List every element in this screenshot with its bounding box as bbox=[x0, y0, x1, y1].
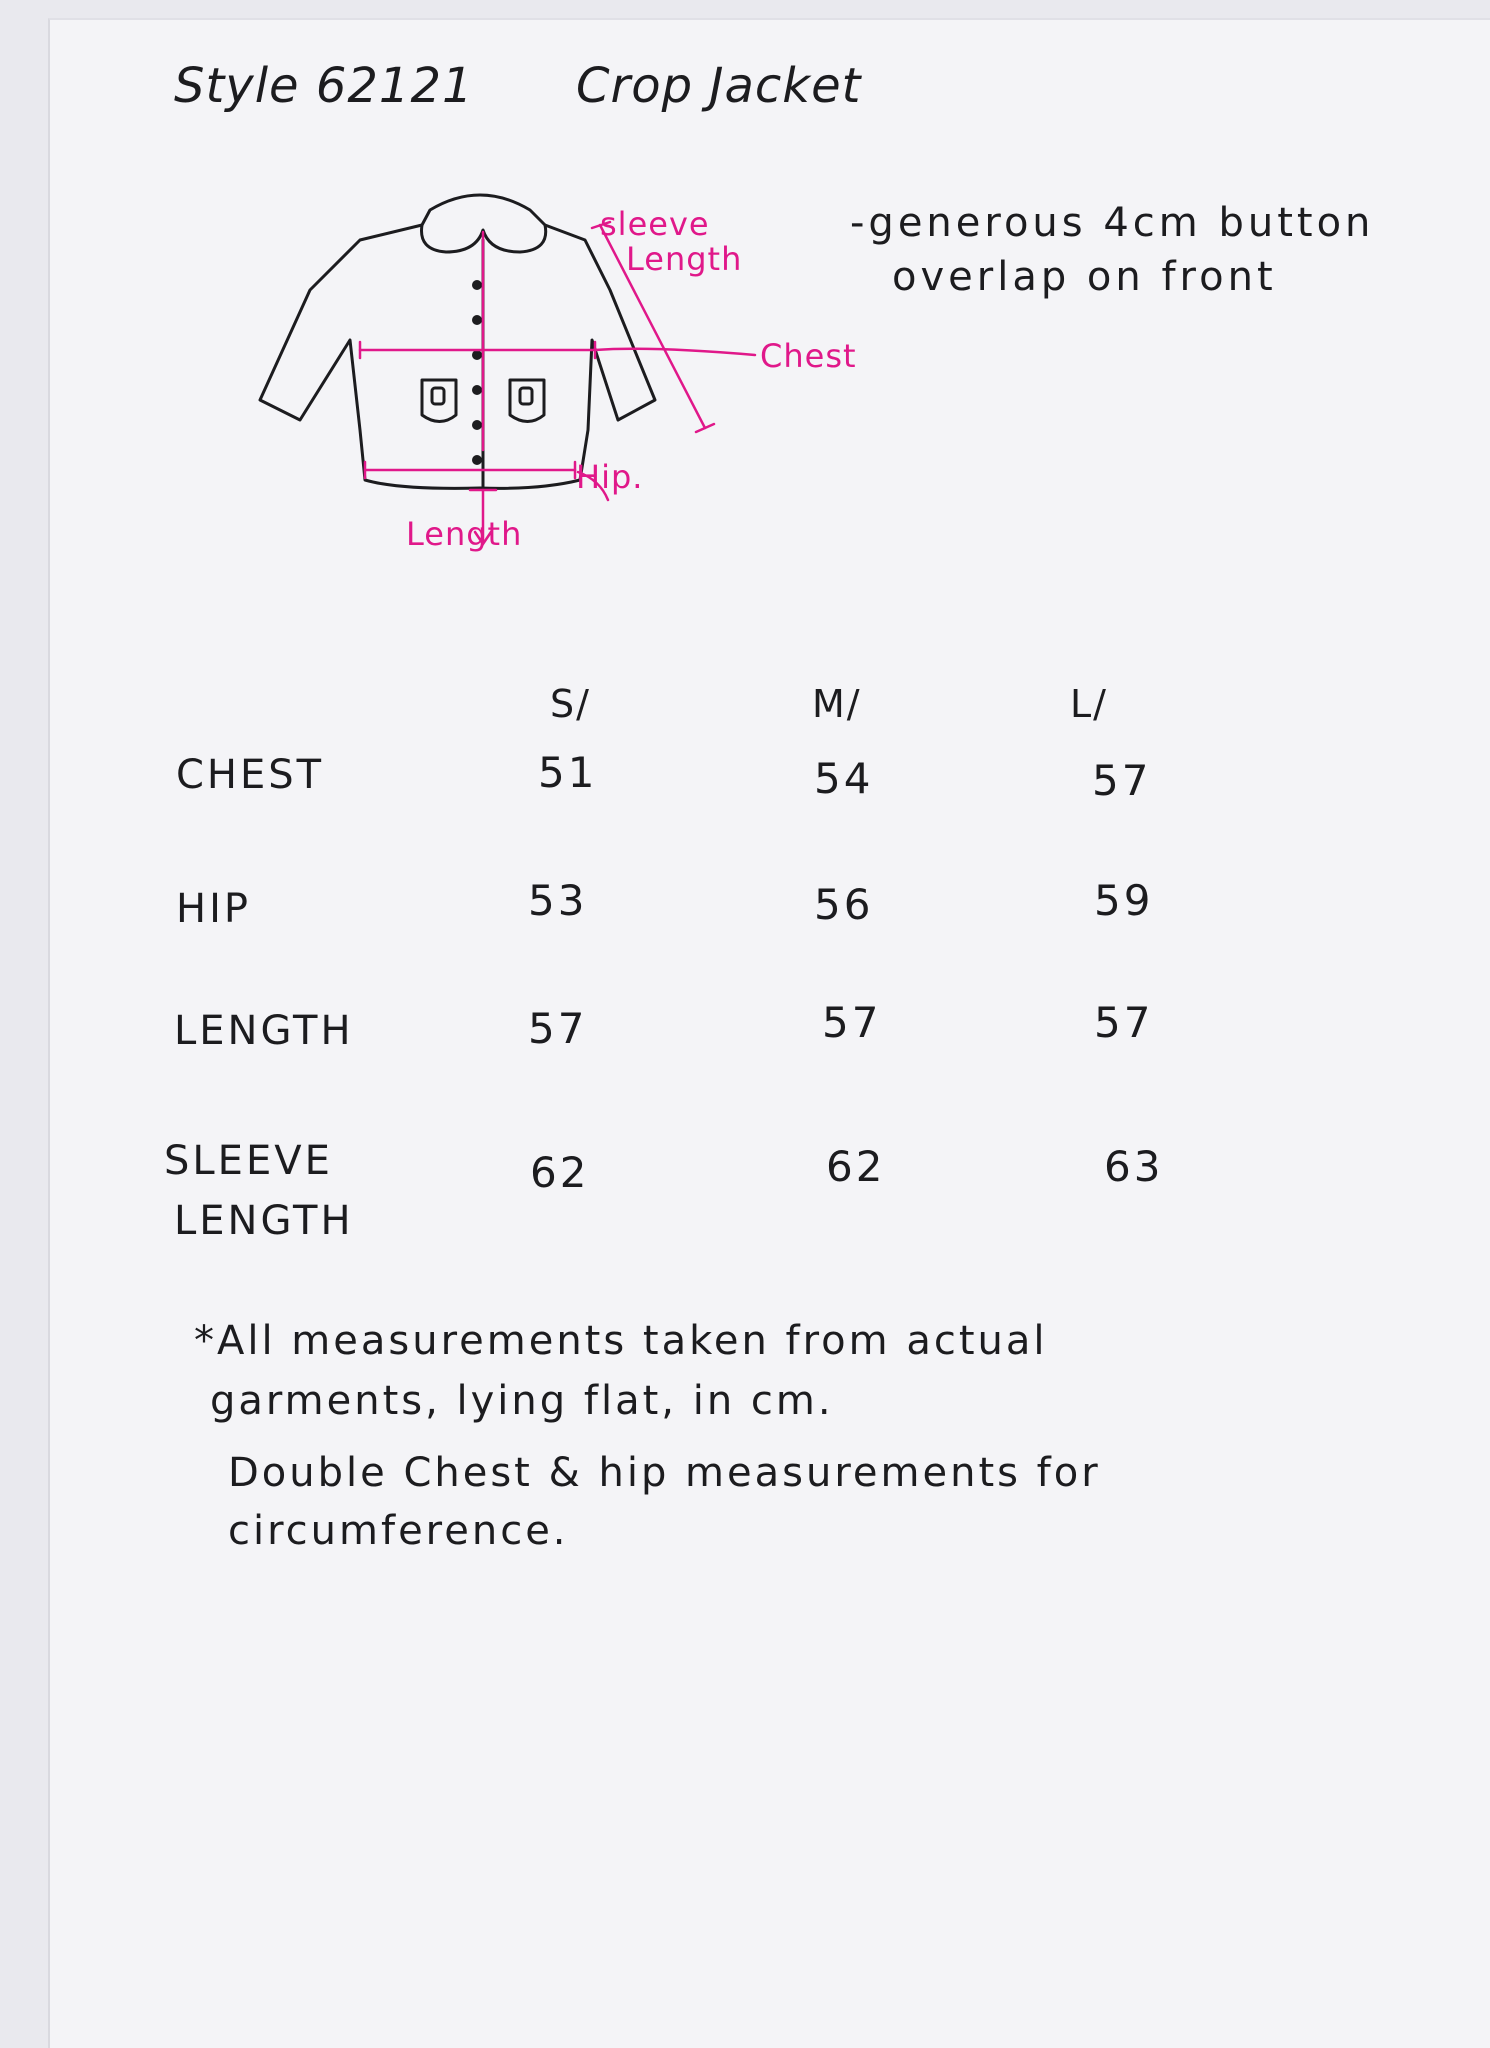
size-header-large: L/ bbox=[1070, 682, 1108, 726]
button-overlap-note-second-line: overlap on front bbox=[892, 254, 1277, 300]
size-header-small: S/ bbox=[550, 682, 591, 726]
button-overlap-note: -generous 4cm button bbox=[850, 200, 1375, 246]
row-label-length: LENGTH bbox=[174, 1008, 354, 1054]
footnote-line: Double Chest & hip measurements for bbox=[228, 1450, 1101, 1496]
jacket-button bbox=[472, 385, 482, 395]
jacket-button bbox=[472, 420, 482, 430]
jacket-button bbox=[472, 315, 482, 325]
jacket-button bbox=[472, 280, 482, 290]
table-cell: 56 bbox=[814, 880, 874, 929]
table-cell: 57 bbox=[1092, 756, 1152, 805]
length-label: Length bbox=[406, 515, 523, 553]
table-cell: 51 bbox=[538, 748, 598, 797]
jacket-left-side bbox=[260, 225, 480, 488]
table-cell: 57 bbox=[822, 998, 882, 1047]
table-cell: 57 bbox=[1094, 998, 1154, 1047]
table-cell: 62 bbox=[530, 1148, 590, 1197]
jacket-button bbox=[472, 455, 482, 465]
jacket-button bbox=[472, 350, 482, 360]
footnote-line: circumference. bbox=[228, 1508, 569, 1554]
jacket-left-pocket-button bbox=[432, 388, 444, 404]
footnote-line: *All measurements taken from actual bbox=[194, 1318, 1048, 1364]
table-cell: 63 bbox=[1104, 1142, 1164, 1191]
table-cell: 57 bbox=[528, 1004, 588, 1053]
table-cell: 53 bbox=[528, 876, 588, 925]
table-cell: 62 bbox=[826, 1142, 886, 1191]
chest-label: Chest bbox=[760, 337, 857, 375]
jacket-sketch bbox=[200, 170, 920, 590]
jacket-right-pocket-button bbox=[520, 388, 532, 404]
size-header-medium: M/ bbox=[812, 682, 862, 726]
row-label-sleeve-length: SLEEVE bbox=[164, 1138, 333, 1184]
table-cell: 59 bbox=[1094, 876, 1154, 925]
product-name: Crop Jacket bbox=[576, 58, 862, 114]
sleeve-length-label: sleeve bbox=[600, 205, 710, 243]
sleeve-length-label-second-line: Length bbox=[626, 240, 743, 278]
hip-label: Hip. bbox=[576, 458, 644, 496]
spec-sheet-page bbox=[48, 18, 1490, 2048]
jacket-buttons bbox=[472, 280, 482, 465]
jacket-left-pocket bbox=[422, 380, 456, 422]
chest-leader-line bbox=[595, 349, 755, 355]
row-label-chest: CHEST bbox=[176, 752, 325, 798]
row-label-sleeve-length-second-line: LENGTH bbox=[174, 1198, 354, 1244]
table-cell: 54 bbox=[814, 754, 874, 803]
footnote-line: garments, lying flat, in cm. bbox=[210, 1378, 834, 1424]
jacket-right-pocket bbox=[510, 380, 544, 422]
row-label-hip: HIP bbox=[176, 886, 251, 932]
style-number: Style 62121 bbox=[174, 58, 474, 114]
